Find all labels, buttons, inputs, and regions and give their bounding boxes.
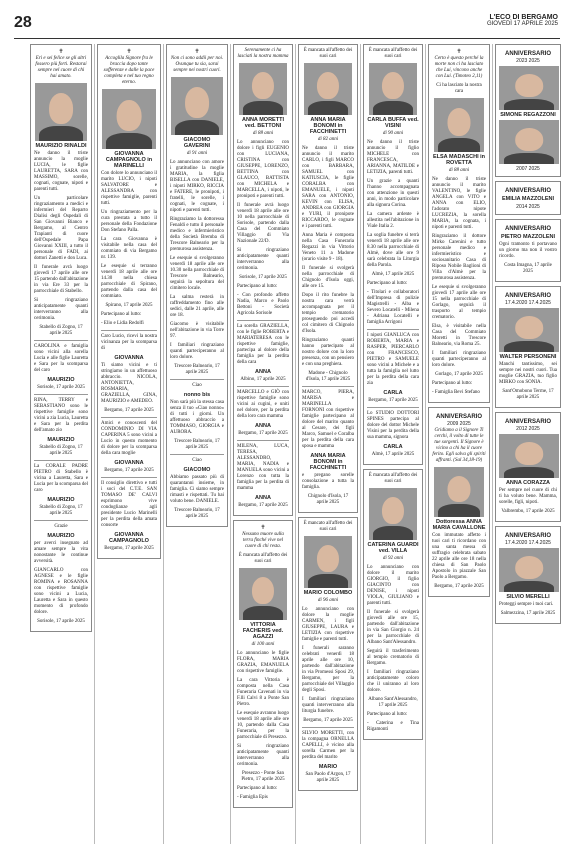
anniversary-text: Per sempre nel cuore di chi ti ha voluto bene. Mamma, sorelle, figli, nipoti. bbox=[499, 488, 557, 505]
obituary-text: Un grazie a quanti l'hanno accompagnata con attenzione in questi anni, in modo particolare alla signora Corina. bbox=[367, 179, 419, 208]
condolence-text: CAROLINA e famiglia sono vicini alla sorella Lucia e alle figlie Lauretta e Sara per la scomparsa del caro bbox=[34, 344, 88, 373]
anniversary-text: Con immutato affetto i tuoi cari ti ricordano con una santa messa di suffragio celebrata sabato 22 aprile alle ore 18 nella chiesa di San Paolo Apostolo in piazzale San Paolo a Bergamo. bbox=[432, 533, 486, 580]
deceased-name: SILVIO MERELLI bbox=[506, 594, 550, 600]
deceased-name: CARLA BUFFA ved. VISINI bbox=[367, 117, 419, 129]
condolence-text: Non sarà più la stessa casa senza il tuo «Ciao nonno» di tutti i giorni. Un affettuoso abbraccio a TOMMASO, GIORGIA e AURORA. bbox=[170, 400, 224, 435]
column-divider bbox=[163, 44, 164, 844]
obituary-text: La cara Vittoria è composta nella Casa Funeraria Cavenati in via F.lli Calvi 8 a Ponte San Pietro. bbox=[237, 678, 289, 707]
paper-title: L'ECO DI BERGAMO bbox=[489, 14, 558, 21]
obituary-text: Lo annunciano con dolore la moglie CARMEN, i figli GIUSEPPE, LAURA e LETIZIA con rispettive famiglie e parenti tutti. bbox=[302, 607, 354, 642]
obituary-quote: Non ci sono addii per noi. Ovunque tu sia, sarai sempre nei nostri cuori. bbox=[170, 56, 224, 73]
participation-label: Partecipano al lutto: bbox=[237, 786, 278, 791]
deceased-age: di 82 anni bbox=[317, 137, 339, 142]
condolence-text: Ti siamo vicini e ti stringiamo in un affettuoso abbraccio. NICOLA, ANTONIETTA, ROSMARIA, GRAZIELLA, GINA, MAURIZIO e AMEDEO. bbox=[101, 363, 157, 404]
column-3 bbox=[166, 44, 228, 844]
obituary-date: Spirano, 17 aprile 2025 bbox=[105, 303, 153, 308]
condolence-text: Abbiamo passato più di quarantanni insieme, in famiglia. Ci siamo sempre rimasti e rispettati. Tu hai voluto bene. DANIELE. bbox=[170, 475, 224, 504]
condolence-text: Lo STUDIO DOTTORI SPINES partecipa al dolore del dottor Michele Visini per la perdita della sua mamma, signora bbox=[367, 411, 419, 440]
participation-list: - Famiglia Epis bbox=[237, 795, 268, 800]
anniversary-date: Bergamo, 17 aprile 2025 bbox=[434, 584, 484, 589]
obituary-text: Si ringraziano anticipatamente quanti interverranno alla cerimonia. bbox=[237, 248, 289, 271]
column-divider bbox=[295, 44, 296, 844]
deceased-name: VITTORIA FACHERIS ved. AGAZZI bbox=[242, 622, 284, 640]
obituary-text: Lo annunciano con amore i gratitudine la moglie MARIA, la figlia BISELLA con DANIELE, i nipoti MIRKO, RICCIA e FATERE, le pronipoti, i fratelli, le sorelle, i cognati, le cognate, i nipoti e parenti tutti. bbox=[170, 160, 224, 213]
obituary-text: I familiari ringraziano quanti parteciperanno al loro dolore. bbox=[432, 351, 486, 368]
obituary-text: Giacomo è visitabile nell'abitazione in via Torre 97. bbox=[170, 322, 224, 339]
deceased-name: Dottoressa ANNA MARIA CAVALLONE bbox=[432, 519, 486, 531]
participation-list: - Titolari e collaboratori dell'Impresa di pulizie Magistrelli - Alba e Severo Locatelli - Milena - Adriana Locatelli e famiglia Arrigoni bbox=[367, 290, 419, 325]
condolence-text: Il consiglio direttivo e tutti i soci del C.T.E. SAN TOMASO DE' CALVI esprimono vive condoglianze agli presidente Lucio Marinelli per la perdita della amata consorte bbox=[101, 481, 157, 528]
obituary-text: Ringraziamo il dottore Mirko Carenini e tutto personale medico e infermieristico e sociosanitario Casa di Riposo Nobile Baglioni di Villa d'Almè per la premurosa assistenza. bbox=[432, 234, 486, 281]
participation-list: - Con profondo affetto Nadia, Marco e Paolo Bettoni - Società Agricola Sorisole bbox=[237, 293, 289, 316]
portrait-photo bbox=[434, 467, 484, 517]
anniversary-dates: 17.4.2020 17.4.2025 bbox=[505, 300, 551, 306]
obituary-date: Sorisole, 17 aprile 2025 bbox=[239, 275, 287, 280]
condolence-date: Bergamo, 17 aprile 2025 bbox=[238, 503, 288, 508]
condolence-date: Albino, 17 aprile 2025 bbox=[240, 377, 286, 382]
anniversary-heading: ANNIVERSARIO bbox=[504, 419, 551, 425]
obituary-text: Le esequie si terranno venerdì 18 aprile alle ore 14.30 nella chiesa parrocchiale di Spirano, partendo dalla casa del commiato. bbox=[101, 264, 157, 299]
anniversary-text: Manchi tantissimo, sei sempre nei nostri cuori. Tua moglie GRAZIA, tuo figlio MIRKO con SONIA. bbox=[499, 362, 557, 385]
column-4 bbox=[233, 44, 293, 844]
obituary-buffa bbox=[363, 44, 423, 465]
deceased-name: MAURIZIO RINALDI bbox=[35, 143, 87, 149]
deceased-name: ANNA MORETTI ved. BETTONI bbox=[242, 117, 284, 129]
condolence-name: GIOVANNA bbox=[114, 355, 144, 361]
anniversary-heading: ANNIVERSARIO bbox=[504, 293, 551, 299]
obituary-text: Il funerale avrà luogo giovedì 17 aprile alle ore 15 partendo dall'abitazione in via Ere 33 per la parrocchiale di Stabello. bbox=[34, 265, 88, 294]
participation-label: Partecipano al lutto: bbox=[101, 312, 142, 317]
condolence-date: Bergamo, 17 aprile 2025 bbox=[238, 431, 288, 436]
obituary-quote: Certo è questo perché la morte non ci ha lasciato che Lui, vincono anche con Lui. (Timoteo 2,11) bbox=[434, 56, 484, 79]
portrait-photo bbox=[35, 83, 87, 141]
anniversary-text: Ogni tramonto ti portavano un giorno ma non il vostro ricordo. bbox=[499, 242, 557, 259]
obituary-text: Lo annunciano le figlie FLORA, MARIA GRAZIA, EMANUELA con rispettive famiglie. bbox=[237, 651, 289, 674]
condolence-name: MAURIZIO bbox=[47, 497, 75, 503]
participation-list: - Caterina e Tina Rigamonti bbox=[367, 721, 419, 732]
obituary-text: Ne danno il triste annuncio il marito CARLO, i figli MARCO con BARBARA, SAMUEL con KATIUSCIA, le figlie CORALBA con EMANUELE, i nipoti SARA con ANTONIO, KEVIN con ELISA, ANDREA con GIORGIA e YURI, il pronipote RICCARDO, le cognate e i parenti tutti. bbox=[302, 146, 354, 229]
condolence-name: GIACOMO bbox=[183, 467, 211, 473]
obituary-text: Le esequie avranno luogo venerdì 18 aprile alle ore 10, partendo dalla Casa Funeraria, per la parrocchiale di Presezzo. bbox=[237, 711, 289, 740]
obituary-text: Le esequie si svolgeranno giovedì 17 aprile alle ore 15 nella parrocchiale di Gorlago, seguirà il trasporto al tempio crematorio. bbox=[432, 285, 486, 320]
deceased-name: EMILIA MAZZOLENI bbox=[501, 196, 555, 202]
column-divider bbox=[492, 44, 493, 844]
obituary-intro: È mancata all'affetto dei suoi cari bbox=[368, 473, 418, 484]
condolence-date: Stabello di Zogno, 17 aprile 2025 bbox=[39, 505, 83, 516]
participation-label: Partecipano al lutto: bbox=[432, 381, 473, 386]
column-8 bbox=[495, 44, 561, 844]
obituary-text: Ne danno il triste annuncio il figlio MICHELE con FRANCESCA, ARIANNA, MATILDE e LETIZIA, parenti tutti. bbox=[367, 140, 419, 175]
obituary-text: Ringraziamo quanti hanno partecipato al nostro dolore con la loro presenza, con un pensiero e con una preghiera. bbox=[302, 338, 354, 367]
page-number: 28 bbox=[14, 14, 32, 31]
obituary-text: Ne danno il triste annuncio la moglie LUCIA, le figlie LAURETTA, SARA con MASSIMO, sorelle, cognati, cognate, nipoti e parenti tutti. bbox=[34, 151, 88, 192]
obituary-intro: È mancato all'affetto dei suoi cari bbox=[303, 521, 353, 532]
anniversary-heading: ANNIVERSARIO bbox=[504, 533, 551, 539]
portrait-photo bbox=[369, 488, 417, 540]
deceased-name: MARIO COLOMBO bbox=[303, 590, 353, 596]
anniversary-merelli bbox=[495, 526, 561, 624]
condolence-date: Chignolo d'Isola, 17 aprile 2025 bbox=[307, 494, 349, 505]
obituary-text: I funerali saranno celebrati venerdì 18 aprile alle ore 10, partendo dall'abitazione in via Promessi Sposi 29, Bergamo, per la parrocchiale del Villaggio degli Sposi. bbox=[302, 646, 354, 693]
deceased-name: GIACOMO GAVERINI bbox=[183, 137, 211, 149]
participation-label: Partecipano al lutto: bbox=[367, 712, 408, 717]
obituary-text: Dopo il rito funebre la nostra cara verrà accompagnata per il tempio crematorio proseguendo poi accedi col cimitero di Chignolo d'Isola. bbox=[302, 293, 354, 334]
condolence-text: Amici e conoscenti del CONDOMINIO DI VIA CAPERINA 5 sono vicini a Lucio in questo momento di dolore per la scomparsa della cara moglie bbox=[101, 421, 157, 456]
obituary-text: La cara Giovanna è visitabile nella casa del commiato di via Bergamo nr. 139. bbox=[101, 237, 157, 260]
page-header bbox=[0, 0, 580, 40]
condolence-date: Bergamo, 17 aprile 2025 bbox=[368, 398, 418, 403]
obituary-text: Lo annunciano con dolore i figli EUGENIO con LUCIANA, CRISTINA con GIUSEPPE, LORENZO, BETTINA con GLAUCO, BATTISTA con MICHELA e MARCELLA, i nipoti, le pronipoti e parenti tutti. bbox=[237, 140, 289, 199]
anniversary-date: Salmezzina, 17 aprile 2025 bbox=[500, 611, 556, 616]
obituary-text: I familiari ringraziano anticipatamente coloro che il uniranno al loro dolore. bbox=[367, 670, 419, 693]
anniversary-date: Sant'Omobono Terme, 17 aprile 2025 bbox=[502, 389, 554, 400]
anniversary-heading: ANNIVERSARIO bbox=[504, 51, 551, 57]
portrait-photo bbox=[304, 63, 352, 115]
condolence-text: La sorella GRAZIELLA, con le figlie ROBERTA e MARIATERESA con le rispettive famiglie, partecipa al dolore della famiglia per la perdita della cara bbox=[237, 324, 289, 365]
column-7 bbox=[428, 44, 490, 844]
portrait-photo bbox=[499, 66, 559, 110]
obituary-text: Si ringraziano anticipatamente quanti interverranno alla cerimonia. bbox=[34, 298, 88, 321]
condolence-text: Grazie bbox=[54, 524, 68, 529]
anniversary-dates: 2023 2025 bbox=[516, 58, 540, 64]
participation-label: Partecipano al lutto: bbox=[237, 284, 278, 289]
paper-masthead bbox=[487, 14, 558, 28]
condolence-date: Almè, 17 aprile 2025 bbox=[371, 452, 415, 457]
obituary-intro: È mancata all'affetto dei suoi cari bbox=[303, 48, 353, 59]
condolence-date: Stabello di Zogno, 17 aprile 2025 bbox=[39, 445, 83, 456]
obituary-text: Seguirà il trasferimento al tempio crematorio di Bergamo. bbox=[367, 649, 419, 666]
obituary-text: La camera ardente è allestita nell'abitazione in Viale Italia 2. bbox=[367, 212, 419, 229]
deceased-age: di 88 anni bbox=[448, 168, 470, 173]
deceased-age: di 88 anni bbox=[252, 131, 274, 136]
paper-date: GIOVEDÌ 17 APRILE 2025 bbox=[486, 21, 558, 27]
obituary-text: I familiari ringraziano quanti interverranno alla liturgia funebre. bbox=[302, 697, 354, 714]
condolence-date: Bergamo, 17 aprile 2025 bbox=[104, 546, 154, 551]
deceased-name: ANNA MARIA BONOMI in FACCHINETTI bbox=[309, 117, 347, 135]
obituary-text: Lo annunciano con dolore il marito GIORGIO, il figlio GIACINTO con DENISE, i nipoti VIOLA, GIULIANO e parenti tutti. bbox=[367, 565, 419, 606]
obituary-date: Albano Sant'Alessandro, 17 aprile 2025 bbox=[368, 697, 418, 708]
obituary-guardi bbox=[363, 469, 423, 740]
condolence-name: CARLA bbox=[383, 390, 403, 396]
deceased-name: ANNA CORAZZA bbox=[505, 480, 551, 486]
anniversary-corazza bbox=[495, 412, 561, 522]
condolence-text: MARCO, PIERA, MARISA e MARINELLA FORNONI con rispettive famiglie partecipano al dolore del marito quanto al Cesare, dei figli Marco, Samuel e Coralba per la perdita della cara sposa e mamma bbox=[302, 390, 354, 449]
obituary-madaschi bbox=[428, 44, 490, 403]
obituary-colombo bbox=[298, 517, 358, 791]
anniversary-heading: ANNIVERSARIO bbox=[435, 414, 482, 420]
condolence-date: Trescore Balneario, 17 aprile 2025 bbox=[174, 439, 220, 450]
condolence-date: Bergamo, 17 aprile 2025 bbox=[104, 468, 154, 473]
obituary-bonomi bbox=[298, 44, 358, 513]
condolence-text: Caro Lucio, ricevi la nostra vicinanza per la scomparsa di bbox=[101, 334, 157, 351]
condolence-name: ANNA bbox=[255, 423, 271, 429]
condolence-text: MILENA, LUCA, TERESA, ALESSANDRO, MARIA, NADIA e MANUELA sono vicini a Lorenzo con tutta la famiglia per la perdita di mamma bbox=[237, 444, 289, 491]
participation-label: Partecipano al lutto: bbox=[367, 281, 408, 286]
anniversary-dates: 17.4.2020 17.4.2025 bbox=[505, 540, 551, 546]
obituary-date: Almè, 17 aprile 2025 bbox=[371, 272, 415, 277]
anniversary-quote: Gridiamo a il Signore Ti cerchi, il volto di tutte le tue sorgenti. Il Signore è vicino a chi ha il cuore ferito. Egli salva gli spiriti affranti. (Sal 34,18-19) bbox=[432, 428, 486, 463]
anniversary-personeni bbox=[495, 286, 561, 408]
obituary-text: Un particolare ringraziamento a medici e infermieri del Reparto Dialisi degli Ospedali di San Giovanni Bianco e Bergamo, al Centro Trapianti di cuore dell'Ospedale Papa Giovanni XXIII, a tutto il personale di FADI, ai dottori Zanetti e don Luca. bbox=[34, 196, 88, 261]
column-divider bbox=[425, 44, 426, 844]
condolence-name: MAURIZIO bbox=[47, 377, 75, 383]
condolence-text: La CORALE PADRE PIETRO di Stabello è vicina a Lauretta, Sara e Lucia per la scomparsa del caro bbox=[34, 464, 88, 493]
obituary-quote: Nessuno muore sulla terra finché vive nel cuore di chi resta. bbox=[242, 532, 284, 549]
condolence-date: Bergamo, 17 aprile 2025 bbox=[104, 408, 154, 413]
anniversary-dates: 2009 2025 bbox=[447, 421, 471, 427]
condolence-date: Trescore Balneario, 17 aprile 2025 bbox=[174, 508, 220, 519]
deceased-name: WALTER PERSONENI bbox=[499, 354, 557, 360]
obituary-text: Ringraziamo la dottoressa Fenaldi e tutto il personale medico e infermieristico della Società Bremba di Trescore Balneario per la premurosa assistenza. bbox=[170, 217, 224, 252]
condolence-name: nonno bis bbox=[183, 392, 211, 398]
obituary-text: Anna Maria è composta nella Casa Funeraria Regazzi in via Vittorio Veneto 11 a Madone (orario visite 9 - 18). bbox=[302, 233, 354, 262]
cross-icon: ✝ bbox=[126, 49, 132, 55]
obituary-date: Trescore Balneario, 17 aprile 2025 bbox=[174, 364, 220, 375]
obituary-rinaldi bbox=[30, 44, 92, 632]
obituary-text: Le esequie si svolgeranno venerdì 18 aprile alle ore 10.30 nella parrocchiale di Trescore Balneario, seguirà la sepoltura del cimitero locale. bbox=[170, 256, 224, 291]
condolence-name: ANNA MARIA BONOMI in FACCHINETTI bbox=[309, 453, 347, 471]
deceased-age: di 96 anni bbox=[317, 598, 339, 603]
condolence-name: GIOVANNA CAMPAGNOLO bbox=[109, 532, 149, 544]
obituary-intro: È mancata all'affetto dei suoi cari bbox=[368, 48, 418, 59]
portrait-photo bbox=[304, 536, 352, 588]
obituary-date: Gorlago, 17 aprile 2025 bbox=[435, 372, 483, 377]
participation-list: - Famiglia Bevi Stefano bbox=[432, 390, 480, 395]
obituary-gaverini bbox=[166, 44, 228, 527]
condolence-name: MAURIZIO bbox=[47, 437, 75, 443]
column-divider bbox=[94, 44, 95, 844]
condolence-name: MAURIZIO bbox=[47, 533, 75, 539]
column-1 bbox=[30, 44, 92, 844]
column-5 bbox=[298, 44, 358, 844]
condolence-text: I nipoti GIANLUCA con ROBERTA, MARIA e RASPER, PIERCARLO con FRANCESCO, PIETRO e SAMUELE sono vicini a Michele e a tutta la famiglia nel lutto per la perdita della cara zia bbox=[367, 333, 419, 386]
deceased-age: di 90 anni bbox=[382, 131, 404, 136]
condolence-name: GIOVANNA bbox=[114, 460, 144, 466]
portrait-photo bbox=[499, 548, 559, 592]
anniversary-mazzoleni-emilia bbox=[495, 181, 561, 215]
obituary-date: Madone - Chignolo d'Isola, 17 aprile 2025 bbox=[305, 371, 351, 382]
anniversary-mazzoleni-pietro bbox=[495, 219, 561, 282]
obituary-campagnolo bbox=[97, 44, 161, 559]
obituary-quote: Accoglila Signore fra le braccia dopo tante sofferenze e dalle la pace completa e nel tuo regno eterno. bbox=[103, 56, 155, 85]
obituary-text: Si ringraziano anticipatamente quanti interverranno alla cerimonia. bbox=[237, 744, 289, 767]
participation-list: - Elio e Lidia Redolfi bbox=[101, 321, 144, 326]
portrait-photo bbox=[434, 98, 484, 152]
portrait-photo bbox=[171, 77, 223, 135]
condolence-text: GIANCARLO con AGNESE e le figlie ROMINA e ROSANNA con rispettive famiglie sono vicini a Lucia, Lauretta e Sara in questo momento di profondo dolore. bbox=[34, 568, 88, 615]
anniversary-dates: 2014 2025 bbox=[516, 204, 540, 210]
obituary-facheris bbox=[233, 520, 293, 808]
anniversary-dates: 2007 2025 bbox=[516, 166, 540, 172]
column-divider bbox=[230, 44, 231, 844]
condolence-text: Ciao bbox=[192, 458, 202, 463]
column-divider bbox=[360, 44, 361, 844]
condolence-text: e pregano sorelle consolazione a tutta la famiglia. bbox=[302, 473, 354, 490]
condolence-name: ANNA bbox=[255, 369, 271, 375]
condolence-text: MARCELLO e GIÒ con rispettive famiglie sono vicini ai cugini, e uniti nel dolore, per la perdita della loro cara mamma bbox=[237, 390, 289, 419]
deceased-name: SIMONE REGAZZONI bbox=[500, 112, 556, 118]
anniversary-date: Costa Imagna, 17 aprile 2025 bbox=[504, 263, 552, 274]
obituary-intro: Ci ha lasciato la nostra cara bbox=[436, 83, 482, 94]
obituary-quote: Eri e sei felice se gli altri fossero più forti. Restarai sempre nel cuore di chi hai amato. bbox=[35, 56, 87, 79]
obituary-intro: È mancata all'affetto dei suoi cari bbox=[238, 553, 288, 564]
obituary-text: I familiari ringraziano quanti parteciperanno al loro dolore. bbox=[170, 343, 224, 360]
anniversary-text: Proteggi sempre i tuoi cari. bbox=[499, 602, 554, 607]
obituary-text: La salma resterà in raffreddamento fino alle sedici, dalle 21 aprile, alle ore 18. bbox=[170, 295, 224, 318]
deceased-name: ELSA MADASCHI in ROVETTA bbox=[432, 154, 486, 166]
portrait-photo bbox=[102, 89, 156, 149]
condolence-name: MARIO bbox=[318, 764, 338, 770]
condolence-date: Sorisole, 17 aprile 2025 bbox=[37, 385, 85, 390]
obituary-text: Il funerale avrà luogo venerdì 18 aprile alle ore 10 nella parrocchiale di Sorisole, partendo dalla Casa del Commiato Villaggio di Via Nazionale 22/D. bbox=[237, 203, 289, 244]
obituary-date: Stabello di Zogno, 17 aprile 2025 bbox=[39, 325, 83, 336]
condolence-text: RINA, TERRY e SEBASTIANO sono le rispettive famiglie sono vicini a zia Lucia, Lauretta e Sara per la perdita dell'amato zio bbox=[34, 398, 88, 433]
obituary-text: Un ringraziamento per la cura prestata a tutto il personale della Fondazione Don Stefano Palla. bbox=[101, 210, 157, 233]
cross-icon: ✝ bbox=[58, 49, 64, 55]
condolence-text: Ciao bbox=[192, 383, 202, 388]
portrait-photo bbox=[369, 63, 417, 115]
obituary-date: Bergamo, 17 aprile 2025 bbox=[303, 718, 353, 723]
column-6 bbox=[363, 44, 423, 844]
obituary-text: Ne danno il triste annuncio il marito VALENTINO, le figlie ANGELA con VITO e ANNA con ELIO, l'adorato nipote LUCREZIA, la sorella MARIA, la cognata, i nipoti e parenti tutti. bbox=[432, 177, 486, 230]
obituary-text: Il funerale si svolgerà nella parrocchiale di Chignolo d'Isola oggi, alle ore 15. bbox=[302, 266, 354, 289]
anniversary-regazzoni bbox=[495, 44, 561, 177]
portrait-photo bbox=[499, 120, 559, 164]
portrait-photo bbox=[499, 434, 559, 478]
column-2 bbox=[97, 44, 161, 844]
condolence-name: ANNA bbox=[255, 495, 271, 501]
deceased-age: di 92 anni bbox=[382, 556, 404, 561]
cross-icon: ✝ bbox=[260, 525, 266, 531]
anniversary-date: Valbrembo, 17 aprile 2025 bbox=[501, 509, 555, 514]
portrait-photo bbox=[239, 568, 287, 620]
cross-icon: ✝ bbox=[456, 49, 462, 55]
portrait-photo bbox=[499, 308, 559, 352]
obituary-quote: Serenamente ci ha lasciati la nostra mamma bbox=[237, 48, 289, 59]
condolence-text: SILVIO MORETTI, con la compagna ORNELLA CAPELLI, è vicino alla sorella Carmen per la perdita del marito bbox=[302, 731, 354, 760]
obituary-moretti bbox=[233, 44, 293, 516]
condolence-name: CARLA bbox=[383, 444, 403, 450]
deceased-age: di 91 anni bbox=[186, 151, 208, 156]
deceased-age: di 100 anni bbox=[251, 642, 275, 647]
obituary-text: La soglia funebre si terrà venerdì 18 aprile alle ore 8.30 nella parrocchiale di Almè, dove alle ore 9 sarà celebrata la Liturgia della Parola. bbox=[367, 233, 419, 268]
condolence-date: San Paolo d'Argon, 17 aprile 2025 bbox=[305, 772, 351, 783]
condolence-date: Sorisole, 17 aprile 2025 bbox=[37, 619, 85, 624]
deceased-name: GIOVANNA CAMPAGNOLO in MARINELLI bbox=[105, 151, 153, 169]
header-rule bbox=[14, 38, 560, 39]
cross-icon: ✝ bbox=[194, 49, 200, 55]
anniversary-cavallone bbox=[428, 407, 490, 597]
deceased-name: PIETRO MAZZOLENI bbox=[500, 234, 556, 240]
anniversary-heading: ANNIVERSARIO bbox=[504, 226, 551, 232]
obituary-text: Il funerale si svolgerà giovedì alle ore 15, partendo dall'abitazione in via San Giorgio n. 24 per la parrocchiale di Albano Sant'Alessandro. bbox=[367, 610, 419, 645]
deceased-name: CATERINA GUARDI ved. VILLA bbox=[367, 542, 419, 554]
obituary-text: Con dolore lo annunciano il marito LUCIO, i nipoti SALVATORE e ALESSANDRA con rispettive famiglie, parenti tutti. bbox=[101, 171, 157, 206]
condolence-text: per averci insegnato ad amare sempre la vita nonostante le continue avversità. bbox=[34, 541, 88, 564]
obituary-date: Presezzo - Ponte San Pietro, 17 aprile 2025 bbox=[241, 771, 285, 782]
portrait-photo bbox=[239, 63, 287, 115]
anniversary-heading: ANNIVERSARIO bbox=[504, 188, 551, 194]
anniversary-dates: 2012 2025 bbox=[516, 426, 540, 432]
obituary-text: Elsa, è visitabile nella Casa del Commiato Moretti in Trescore Balneario, via Roma 25. bbox=[432, 324, 486, 347]
